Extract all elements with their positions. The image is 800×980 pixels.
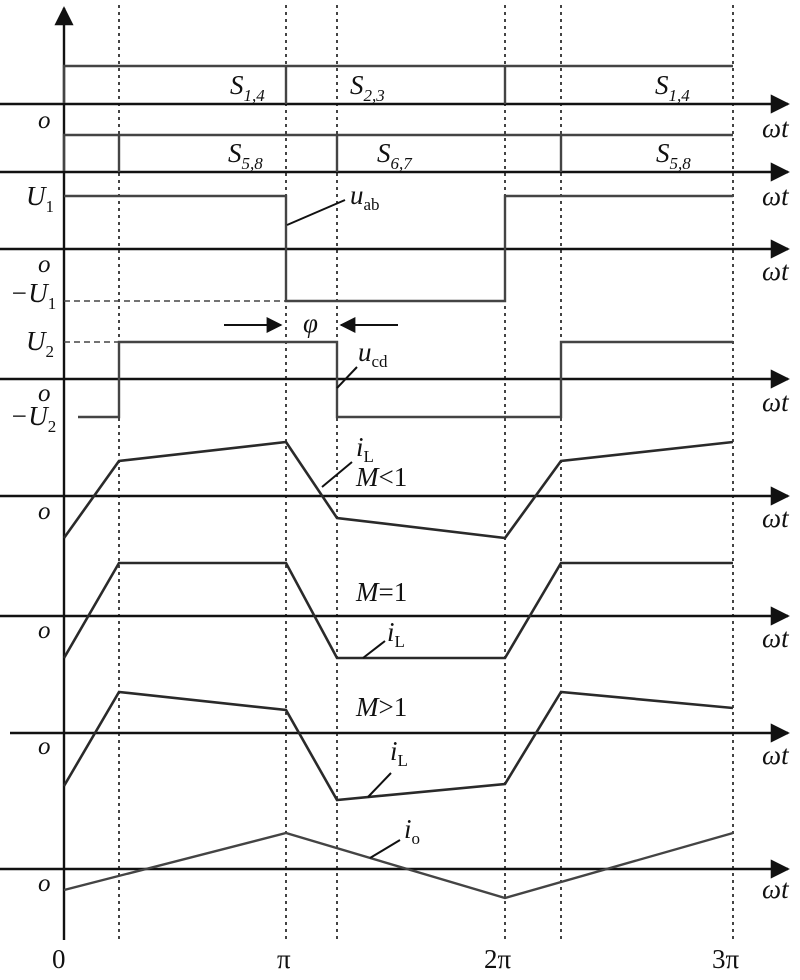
io-trace bbox=[64, 833, 733, 898]
neg-u1-level-label: $-U_1$ bbox=[10, 278, 57, 313]
angle-tick-labels bbox=[52, 944, 740, 974]
il-leader bbox=[363, 641, 385, 658]
u1-level-label: $U_1$ bbox=[26, 181, 54, 216]
origin-label: o bbox=[38, 498, 51, 525]
origin-label: o bbox=[38, 733, 51, 760]
il-label: $i_L$ bbox=[390, 736, 408, 770]
axis-label: ωt bbox=[762, 387, 789, 417]
switch-label-s58: $S_{5,8}$ bbox=[228, 138, 263, 173]
switch-label-s14: $S_{1,4}$ bbox=[655, 70, 690, 105]
il-waveform-m-lt-1 bbox=[64, 432, 733, 538]
switch-label-s23: $S_{2,3}$ bbox=[350, 70, 385, 105]
axis-label: ωt bbox=[762, 623, 789, 653]
switch-label-s58: $S_{5,8}$ bbox=[656, 138, 691, 173]
origin-label: o bbox=[38, 251, 51, 278]
phase-guide-lines bbox=[119, 5, 733, 940]
condition-m-eq-1: M=1 bbox=[356, 577, 408, 607]
io-leader bbox=[370, 840, 400, 858]
phi-label: φ bbox=[303, 308, 318, 338]
tick-pi: π bbox=[277, 944, 291, 974]
switch-row-secondary bbox=[64, 135, 733, 173]
io-label: $i_o$ bbox=[404, 814, 421, 848]
io-waveform bbox=[64, 814, 733, 898]
condition-m-lt-1: M<1 bbox=[356, 462, 408, 492]
phase-shift-annotation bbox=[224, 308, 398, 338]
axis-label: ωt bbox=[762, 740, 789, 770]
il-label: $i_L$ bbox=[387, 617, 405, 651]
origin-labels bbox=[38, 107, 51, 897]
ucd-leader bbox=[337, 367, 357, 388]
uab-label: $u_{ab}$ bbox=[350, 180, 380, 214]
u2-level-label: $U_2$ bbox=[26, 326, 54, 361]
tick-3pi: 3π bbox=[712, 944, 740, 974]
axis-label: ωt bbox=[762, 113, 789, 143]
uab-leader bbox=[287, 200, 345, 225]
origin-label: o bbox=[38, 617, 51, 644]
il-label: $i_L$ bbox=[356, 432, 374, 466]
axis-label: ωt bbox=[762, 256, 789, 286]
condition-m-gt-1: M>1 bbox=[356, 692, 408, 722]
tick-2pi: 2π bbox=[484, 944, 512, 974]
origin-label: o bbox=[38, 107, 51, 134]
il-waveform-m-gt-1 bbox=[64, 692, 733, 800]
il-waveform-m-eq-1 bbox=[64, 563, 733, 658]
origin-label: o bbox=[38, 380, 51, 407]
switch-label-s14: $S_{1,4}$ bbox=[230, 70, 265, 105]
axis-label: ωt bbox=[762, 503, 789, 533]
ucd-label: $u_{cd}$ bbox=[358, 337, 388, 371]
tick-0: 0 bbox=[52, 944, 66, 974]
axis-labels bbox=[762, 113, 790, 904]
il-leader bbox=[368, 773, 391, 797]
axis-label: ωt bbox=[762, 181, 789, 211]
neg-u2-level-label: $-U_2$ bbox=[10, 401, 57, 436]
switch-signal-primary bbox=[64, 66, 733, 103]
switch-row-primary bbox=[64, 66, 733, 105]
origin-label: o bbox=[38, 870, 51, 897]
axis-label: ωt bbox=[762, 874, 789, 904]
switch-label-s67: $S_{6,7}$ bbox=[377, 138, 412, 173]
